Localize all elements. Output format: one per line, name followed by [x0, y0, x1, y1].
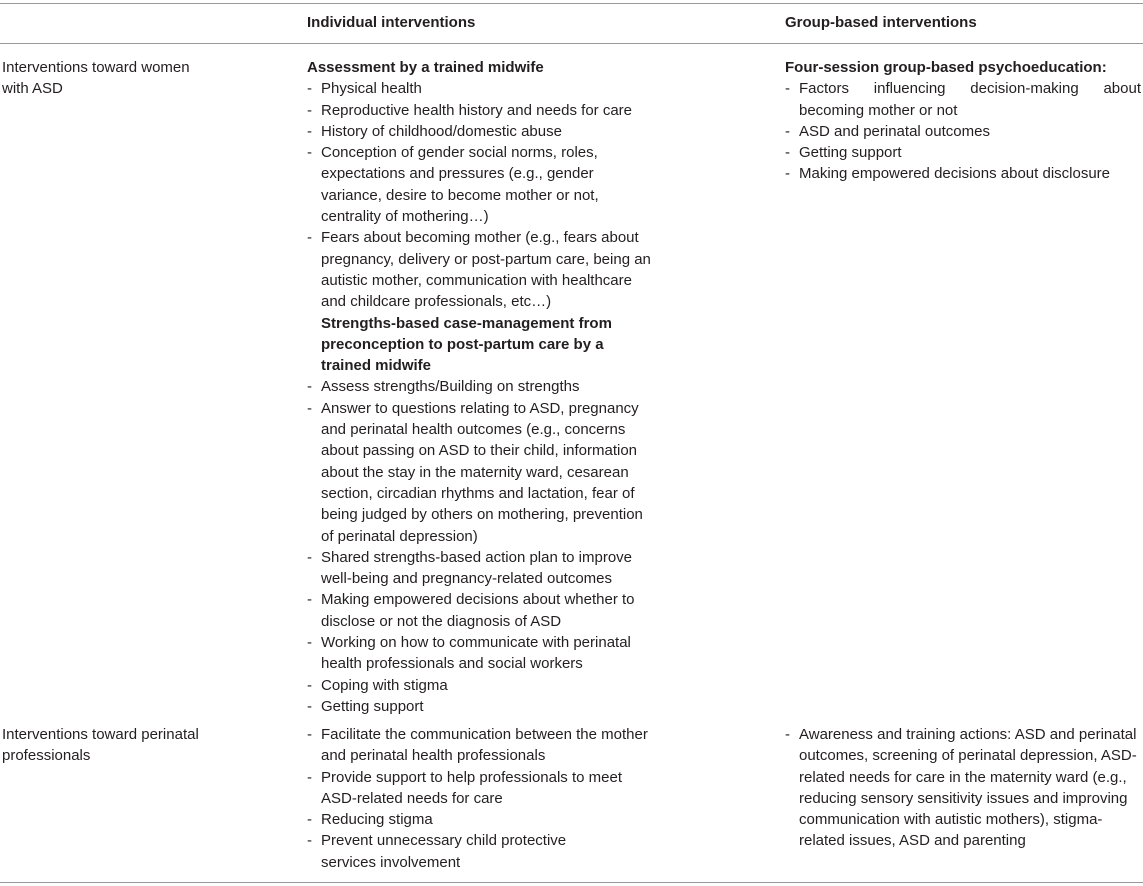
header-individual-interventions: Individual interventions	[307, 14, 476, 31]
header-group-based-interventions: Group-based interventions	[785, 14, 977, 31]
psychoeducation-list	[785, 78, 1141, 184]
table-top-rule	[0, 3, 1143, 4]
group-interventions-professionals-cell	[785, 724, 1141, 852]
professionals-individual-list	[307, 724, 652, 873]
list-item: - Getting support	[785, 142, 1141, 163]
row-label-women-with-asd: Interventions toward women with ASD	[2, 59, 190, 98]
assessment-list	[307, 78, 652, 312]
list-item: - Making empowered decisions about disclosure	[785, 163, 1141, 184]
list-item: - Conception of gender social norms, roles, expectations and pressures (e.g., gender variance, desire to become mother or not, centrality of mothering…)	[307, 142, 652, 227]
list-item: - Awareness and training actions: ASD and perinatal outcomes, screening of perinatal depression, ASD-related needs for care in the maternity ward (e.g., reducing sensory sensitivity issues and improving communication with autistic mothers), stigma-related issues, ASD and parenting	[785, 724, 1141, 852]
list-item: - Prevent unnecessary child protective services involvement	[307, 830, 652, 873]
list-item: - ASD and perinatal outcomes	[785, 121, 1141, 142]
list-item: - Making empowered decisions about whether to disclose or not the diagnosis of ASD	[307, 589, 652, 632]
list-item: - Coping with stigma	[307, 675, 652, 696]
table-bottom-rule	[0, 882, 1143, 883]
list-item: - Assess strengths/Building on strengths	[307, 376, 652, 397]
case-management-list	[307, 376, 652, 717]
psychoeducation-subheading: Four-session group-based psychoeducation:	[785, 59, 1107, 76]
list-item: - Facilitate the communication between the mother and perinatal health professionals	[307, 724, 652, 767]
list-item: - Getting support	[307, 696, 652, 717]
list-item: - History of childhood/domestic abuse	[307, 121, 652, 142]
list-item: - Reproductive health history and needs for care	[307, 100, 652, 121]
individual-interventions-women-cell	[307, 57, 652, 717]
individual-interventions-professionals-cell	[307, 724, 652, 873]
list-item: - Shared strengths-based action plan to improve well-being and pregnancy-related outcomes	[307, 547, 652, 590]
row-label-perinatal-professionals: Interventions toward perinatal professionals	[2, 726, 199, 765]
list-item: - Working on how to communicate with perinatal health professionals and social workers	[307, 632, 652, 675]
list-item: - Reducing stigma	[307, 809, 652, 830]
case-management-subheading: Strengths-based case-management from preconception to post-partum care by a trained midwife	[321, 314, 612, 375]
professionals-group-list	[785, 724, 1141, 852]
table-header-rule	[0, 43, 1143, 44]
list-item: - Factors influencing decision-making about becoming mother or not	[785, 78, 1141, 121]
group-interventions-women-cell	[785, 57, 1141, 185]
list-item: - Answer to questions relating to ASD, pregnancy and perinatal health outcomes (e.g., concerns about passing on ASD to their child, information about the stay in the maternity ward, cesarean section, circadian rhythms and lactation, fear of being judged by others on mothering, prevention of perinatal depression)	[307, 398, 652, 547]
assessment-subheading: Assessment by a trained midwife	[307, 59, 544, 76]
list-item: - Provide support to help professionals to meet ASD-related needs for care	[307, 767, 652, 810]
list-item: - Physical health	[307, 78, 652, 99]
list-item: - Fears about becoming mother (e.g., fears about pregnancy, delivery or post-partum care, being an autistic mother, communication with healthcare and childcare professionals, etc…)	[307, 227, 652, 312]
